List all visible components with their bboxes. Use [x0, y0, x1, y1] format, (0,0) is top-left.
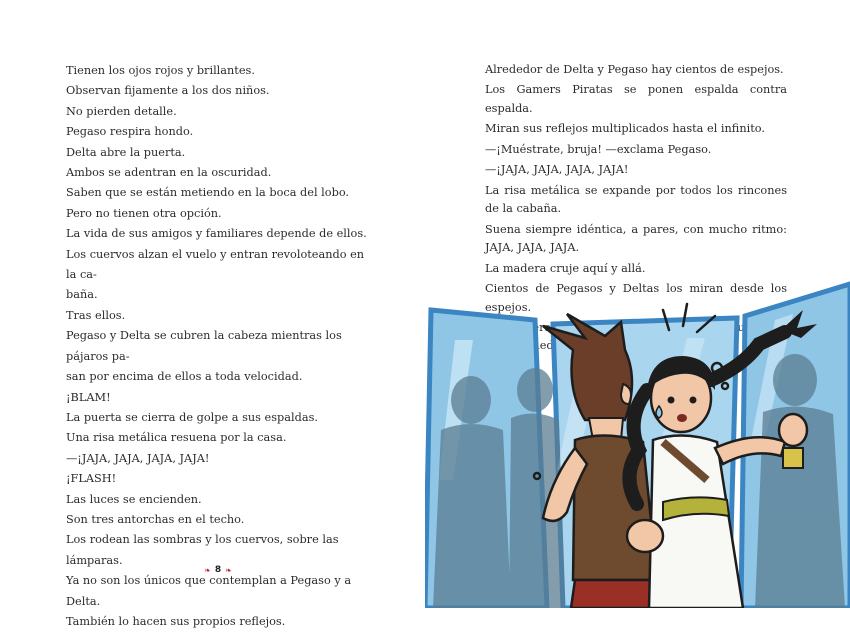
text-line: ¡BLAM! [66, 390, 111, 404]
shadow-head [773, 354, 817, 406]
text-line: ¡FLASH! [66, 472, 117, 486]
paragraph: La madera cruje aquí y allá. [485, 261, 646, 275]
paragraph: —¡JAJA, JAJA, JAJA, JAJA! [485, 163, 629, 177]
text-line: Una risa metálica resuena por la casa. [66, 431, 287, 445]
pegaso-tunic [573, 435, 657, 580]
page-number: 8 [214, 565, 222, 575]
text-line: Saben que se están metiendo en la boca del lobo. [66, 186, 350, 200]
text-line: Pegaso respira hondo. [66, 125, 194, 139]
shadow-head [451, 376, 491, 424]
text-line: La vida de sus amigos y familiares depende de ellos. [66, 227, 367, 241]
text-line: baña. [66, 288, 98, 302]
paragraph: que medio [529, 320, 752, 353]
text-line: Los cuervos alzan el vuelo y entran revoloteando en la ca- [66, 247, 365, 282]
paragraph: Alrededor de Delta y Pegaso hay cientos de espejos. [485, 63, 784, 76]
text-line: Tras ellos. [66, 308, 126, 322]
paragraph: Los Gamers Piratas se ponen espalda contra espalda. [485, 83, 787, 115]
paragraph: Cientos de Pegasos y Deltas los miran desde los espejos. [485, 281, 787, 314]
text-line: Pegaso y Delta se cubren la cabeza mientras los pájaros pa- [66, 329, 342, 363]
bird-ornament-right-icon: ❧ [225, 565, 232, 575]
delta-bracelet [783, 448, 803, 468]
paragraph: —¡Muéstrate, bruja! —exclama Pegaso. [485, 142, 712, 156]
left-page-text [66, 61, 368, 632]
text-line: Ya no son los únicos que contemplan a Pegaso y a Delta. [66, 574, 352, 608]
text-line: Las luces se encienden. [66, 492, 202, 506]
delta-fist [779, 414, 807, 446]
text-line: No pierden detalle. [66, 104, 177, 118]
paragraph: Miran sus reflejos multiplicados hasta el infinito. [485, 122, 765, 136]
text-line: Pero no tienen otra opción. [66, 206, 222, 220]
delta-sweat-drop [656, 406, 662, 418]
left-page [0, 0, 425, 628]
text-line: Delta abre la puerta. [66, 145, 186, 159]
delta-mouth [677, 414, 687, 422]
right-page [425, 0, 850, 608]
text-line: Tienen los ojos rojos y brillantes. [66, 64, 255, 77]
delta-eye [690, 397, 697, 404]
text-line: —¡JAJA, JAJA, JAJA, JAJA! [66, 451, 210, 465]
paragraph: La risa metálica se expande por todos los rincones de la cabaña. [485, 183, 787, 216]
shadow-head [517, 368, 553, 412]
bird-ornament-left-icon: ❧ [204, 565, 211, 575]
paragraph: Suena siempre idéntica, a pares, con mucho ritmo: JAJA, JAJA, JAJA. [485, 222, 787, 255]
text-line: También lo hacen sus propios reflejos. [66, 614, 286, 628]
pegaso-fist [627, 520, 663, 552]
text-line: Observan fijamente a los dos niños. [66, 84, 270, 98]
text-line: Los rodean las sombras y los cuervos, sobre las lámparas. [66, 533, 339, 567]
delta-eye [668, 397, 675, 404]
mirror-room-illustration [425, 280, 850, 608]
text-line: san por encima de ellos a toda velocidad. [66, 370, 303, 384]
page-number-folio [190, 563, 246, 577]
text-line: Ambos se adentran en la oscuridad. [66, 166, 272, 180]
text-line: Son tres antorchas en el techo. [66, 512, 245, 526]
text-line: La puerta se cierra de golpe a sus espaldas. [66, 410, 318, 424]
shadow-body [433, 424, 511, 608]
